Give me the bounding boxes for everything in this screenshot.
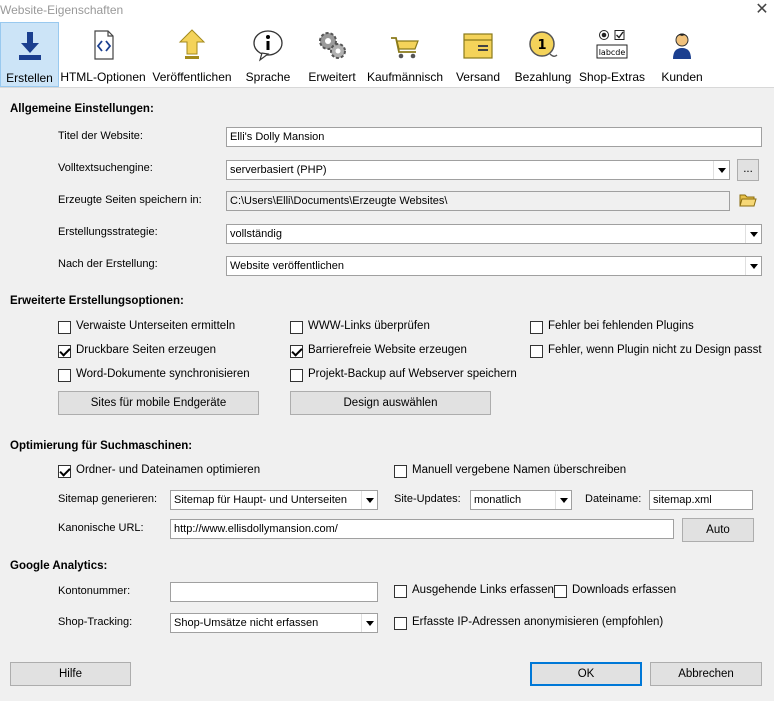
- tab-bezahlung[interactable]: [512, 22, 574, 87]
- site-updates-label: Site-Updates:: [394, 493, 461, 505]
- checkbox-anonymize-ip[interactable]: [394, 617, 407, 630]
- search-engine-select[interactable]: [226, 160, 730, 180]
- download-build-icon: [13, 29, 47, 63]
- strategy-label: Erstellungsstrategie:: [58, 226, 158, 238]
- tab-erstellen[interactable]: [0, 22, 59, 87]
- filename-label: Dateiname:: [585, 493, 642, 505]
- checkbox-label: Barrierefreie Website erzeugen: [308, 344, 467, 356]
- tab-label: Bezahlung: [514, 70, 572, 84]
- chevron-down-icon: [555, 491, 571, 509]
- section-heading-analytics: Google Analytics:: [10, 560, 108, 572]
- search-engine-settings-button[interactable]: ...: [737, 159, 759, 181]
- section-heading-general: Allgemeine Einstellungen:: [10, 103, 154, 115]
- checkbox-label: Verwaiste Unterseiten ermitteln: [76, 320, 236, 332]
- shopping-cart-icon: [388, 28, 422, 62]
- search-engine-label: Volltextsuchengine:: [58, 162, 153, 174]
- checkbox-overwrite-names[interactable]: [394, 465, 407, 478]
- chevron-down-icon: [361, 614, 377, 632]
- checkbox-check-links[interactable]: [290, 321, 303, 334]
- tab-label: Kunden: [661, 70, 703, 84]
- upload-arrow-icon: [175, 28, 209, 62]
- checkbox-label: Ausgehende Links erfassen: [412, 584, 554, 596]
- account-number-input[interactable]: [170, 582, 378, 602]
- chevron-down-icon: [745, 257, 761, 275]
- tab-label: Erweitert: [308, 70, 356, 84]
- tab-shop-extras[interactable]: [576, 22, 648, 87]
- shop-tracking-label: Shop-Tracking:: [58, 616, 133, 628]
- tab-label: Veröffentlichen: [152, 70, 232, 84]
- window-title: Website-Eigenschaften: [0, 3, 124, 17]
- toolbar: [0, 22, 774, 88]
- package-icon: [461, 28, 495, 62]
- filename-input[interactable]: sitemap.xml: [649, 490, 753, 510]
- checkbox-label: Fehler, wenn Plugin nicht zu Design passt: [548, 344, 762, 356]
- shop-tracking-value: Shop-Umsätze nicht erfassen: [174, 617, 319, 629]
- tab-label: Versand: [455, 70, 501, 84]
- folder-open-icon[interactable]: [739, 192, 757, 208]
- svg-text:1: 1: [537, 38, 547, 53]
- chevron-down-icon: [713, 161, 729, 179]
- ok-button[interactable]: OK: [530, 662, 642, 686]
- checkbox-project-backup[interactable]: [290, 369, 303, 382]
- site-title-label: Titel der Website:: [58, 130, 143, 142]
- checkbox-label: Erfasste IP-Adressen anonymisieren (empfohlen): [412, 616, 664, 628]
- tab-label: Shop-Extras: [578, 70, 646, 84]
- tab-kaufmaennisch[interactable]: [366, 22, 444, 87]
- checkbox-label: WWW-Links überprüfen: [308, 320, 430, 332]
- checkbox-label: Word-Dokumente synchronisieren: [76, 368, 250, 380]
- checkbox-missing-plugins[interactable]: [530, 321, 543, 334]
- tab-veroeffentlichen[interactable]: [148, 22, 236, 87]
- help-button[interactable]: Hilfe: [10, 662, 131, 686]
- close-icon[interactable]: ✕: [755, 1, 769, 18]
- cancel-button[interactable]: Abbrechen: [650, 662, 762, 686]
- site-updates-value: monatlich: [474, 494, 522, 506]
- gears-icon: [315, 28, 349, 62]
- checkbox-optimize-names[interactable]: [58, 465, 71, 478]
- canonical-url-input[interactable]: http://www.ellisdollymansion.com/: [170, 519, 674, 539]
- design-select-button[interactable]: Design auswählen: [290, 391, 491, 415]
- tab-label: HTML-Optionen: [60, 70, 146, 84]
- checkbox-label: Druckbare Seiten erzeugen: [76, 344, 216, 356]
- sitemap-value: Sitemap für Haupt- und Unterseiten: [174, 494, 348, 506]
- tab-sprache[interactable]: [238, 22, 298, 87]
- chevron-down-icon: [361, 491, 377, 509]
- checkbox-accessible-site[interactable]: [290, 345, 303, 358]
- checkbox-plugin-design-mismatch[interactable]: [530, 345, 543, 358]
- site-title-input[interactable]: Elli's Dolly Mansion: [226, 127, 762, 147]
- tab-label: Sprache: [245, 70, 291, 84]
- after-build-select[interactable]: [226, 256, 762, 276]
- tab-versand[interactable]: [446, 22, 510, 87]
- info-bubble-icon: [251, 28, 285, 62]
- coin-icon: [526, 28, 560, 62]
- save-path-label: Erzeugte Seiten speichern in:: [58, 194, 202, 206]
- mobile-sites-button[interactable]: Sites für mobile Endgeräte: [58, 391, 259, 415]
- search-engine-value: serverbasiert (PHP): [230, 164, 327, 176]
- after-build-label: Nach der Erstellung:: [58, 258, 158, 270]
- account-number-label: Kontonummer:: [58, 585, 131, 597]
- checkbox-label: Fehler bei fehlenden Plugins: [548, 320, 694, 332]
- checkbox-label: Downloads erfassen: [572, 584, 677, 596]
- customer-icon: [665, 28, 699, 62]
- tab-label: Erstellen: [6, 71, 53, 85]
- title-bar: [0, 0, 774, 22]
- form-controls-icon: [595, 28, 629, 62]
- html-code-icon: [86, 28, 120, 62]
- tab-label: Kaufmännisch: [366, 70, 444, 84]
- checkbox-label: Manuell vergebene Namen überschreiben: [412, 464, 627, 476]
- after-build-value: Website veröffentlichen: [230, 260, 344, 272]
- checkbox-sync-word[interactable]: [58, 369, 71, 382]
- section-heading-seo: Optimierung für Suchmaschinen:: [10, 440, 193, 452]
- strategy-select[interactable]: [226, 224, 762, 244]
- checkbox-downloads[interactable]: [554, 585, 567, 598]
- checkbox-label: Projekt-Backup auf Webserver speichern: [308, 368, 517, 380]
- shop-extras-icon-text: labcde: [598, 48, 626, 57]
- canonical-url-label: Kanonische URL:: [58, 522, 144, 534]
- section-heading-advanced: Erweiterte Erstellungsoptionen:: [10, 295, 184, 307]
- checkbox-outgoing-links[interactable]: [394, 585, 407, 598]
- tab-erweitert[interactable]: [300, 22, 364, 87]
- sitemap-select[interactable]: [170, 490, 378, 510]
- shop-tracking-select[interactable]: [170, 613, 378, 633]
- auto-button[interactable]: Auto: [682, 518, 754, 542]
- site-updates-select[interactable]: [470, 490, 572, 510]
- tab-html-optionen[interactable]: [60, 22, 146, 87]
- checkbox-printable-pages[interactable]: [58, 345, 71, 358]
- strategy-value: vollständig: [230, 228, 282, 240]
- sitemap-label: Sitemap generieren:: [58, 493, 158, 505]
- tab-kunden[interactable]: [650, 22, 714, 87]
- chevron-down-icon: [745, 225, 761, 243]
- checkbox-label: Ordner- und Dateinamen optimieren: [76, 464, 261, 476]
- checkbox-orphan-pages[interactable]: [58, 321, 71, 334]
- save-path-input[interactable]: C:\Users\Elli\Documents\Erzeugte Websites\: [226, 191, 730, 211]
